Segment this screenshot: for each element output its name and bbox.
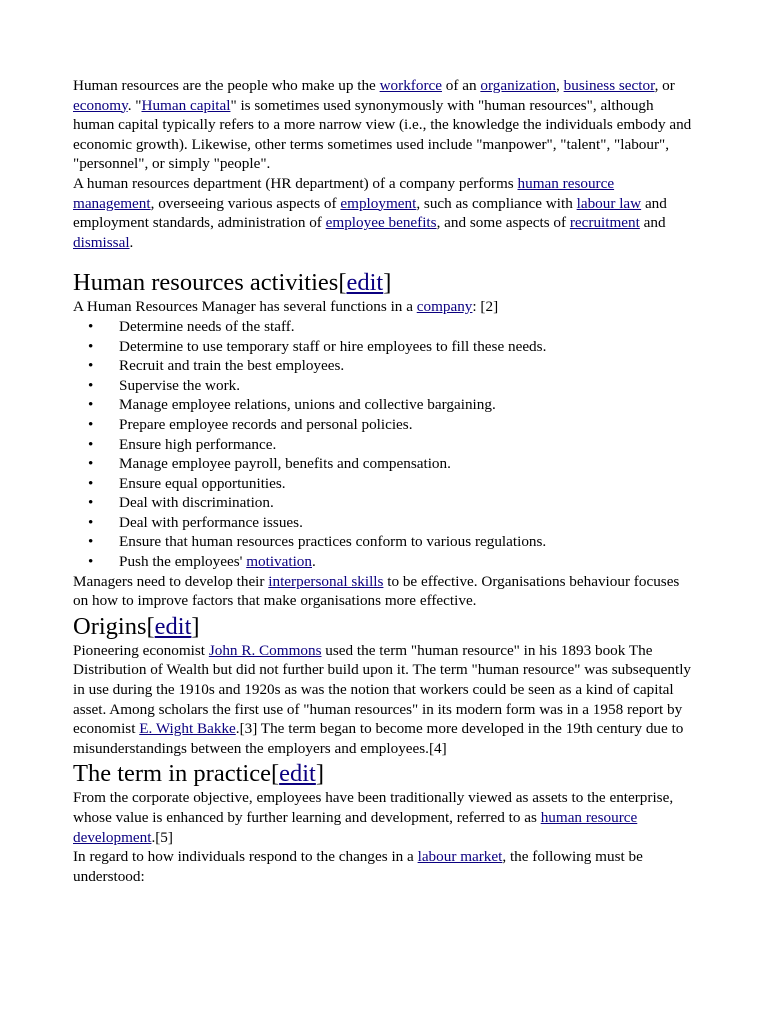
text-run: . xyxy=(129,233,134,251)
text-run: used the term "human resource" in his 1893 book The Distribution of Wealth but did not further build upon it. The term "human resource" was subsequently in use during the 1910s and 1920s as was the notion that workers could be seen as a kind of capital asset. Among scholars the first use of "human resources" in its modern form was in a 1958 report by economist xyxy=(73,641,692,738)
section-heading-practice: The term in practice[edit] xyxy=(73,760,325,788)
text-run: A Human Resources Manager has several functions in a xyxy=(73,298,417,316)
text-run: . xyxy=(312,553,316,571)
inline-link[interactable]: E. Wight Bakke xyxy=(139,720,236,738)
text-run: , xyxy=(556,77,564,94)
text-run: to be effective. Organisations behaviour focuses on how to improve factors that make organisations more effective. xyxy=(73,572,680,610)
heading-text: The term in practice xyxy=(73,760,271,788)
practice-paragraph-1 xyxy=(73,788,693,847)
inline-link[interactable]: dismissal xyxy=(73,233,130,251)
text-run: , such as compliance with xyxy=(416,194,577,212)
bullet-icon: • xyxy=(88,435,94,453)
edit-link[interactable]: edit xyxy=(279,760,316,788)
list-item xyxy=(73,513,693,533)
list-item xyxy=(73,415,693,435)
bullet-icon: • xyxy=(88,533,94,551)
list-item xyxy=(73,356,693,376)
list-item-text: Determine to use temporary staff or hire employees to fill these needs. xyxy=(119,337,547,355)
list-item-text: Manage employee relations, unions and collective bargaining. xyxy=(119,396,496,414)
list-item-text: Determine needs of the staff. xyxy=(119,317,295,335)
bullet-icon: • xyxy=(88,415,94,433)
functions-list xyxy=(73,317,693,572)
text-run: Push the employees' xyxy=(119,553,247,571)
text-run: .[5] xyxy=(151,828,173,846)
activities-lead xyxy=(73,297,693,317)
heading-text: Human resources activities xyxy=(73,269,339,297)
list-item xyxy=(73,317,693,337)
list-item xyxy=(73,474,693,494)
list-item xyxy=(73,435,693,455)
list-item xyxy=(73,454,693,474)
text-run: , overseeing various aspects of xyxy=(150,194,341,212)
intro-paragraph-2 xyxy=(73,174,693,252)
list-item-text: Ensure equal opportunities. xyxy=(119,474,286,492)
list-item-text: Recruit and train the best employees. xyxy=(119,357,345,375)
bullet-icon: • xyxy=(88,357,94,375)
text-run: Pioneering economist xyxy=(73,641,209,659)
list-item-text: Prepare employee records and personal policies. xyxy=(119,415,413,433)
intro-paragraph-1 xyxy=(73,76,693,174)
edit-link[interactable]: edit xyxy=(154,612,192,640)
list-item xyxy=(73,337,693,357)
bullet-icon: • xyxy=(88,317,94,335)
bullet-icon: • xyxy=(88,396,94,414)
section-heading-activities: Human resources activities[edit] xyxy=(73,269,392,297)
text-run: Human resources are the people who make up the xyxy=(73,77,380,94)
inline-link[interactable]: company xyxy=(416,298,473,316)
list-item-text: Deal with performance issues. xyxy=(119,513,303,531)
heading-text: Origins xyxy=(73,612,147,640)
text-run: .[3] The term began to become more developed in the 19th century due to misunderstandings between the employers and employees.[4] xyxy=(73,720,684,757)
practice-paragraph-2 xyxy=(73,847,693,886)
inline-link[interactable]: organization xyxy=(480,77,557,94)
inline-link[interactable]: employee benefits xyxy=(325,214,437,232)
inline-link[interactable]: motivation xyxy=(246,553,312,571)
inline-link[interactable]: economy xyxy=(73,96,128,114)
inline-link[interactable]: labour law xyxy=(576,194,642,212)
list-item-text: Supervise the work. xyxy=(119,376,241,394)
list-item-text: Manage employee payroll, benefits and compensation. xyxy=(119,455,451,473)
text-run: : [2] xyxy=(472,298,499,316)
text-run: From the corporate objective, employees have been traditionally viewed as assets to the enterprise, whose value is enhanced by further learning and development, referred to as xyxy=(73,789,674,826)
inline-link[interactable]: workforce xyxy=(379,77,442,94)
list-item xyxy=(73,532,693,552)
list-item-text: Ensure that human resources practices conform to various regulations. xyxy=(119,533,547,551)
list-item xyxy=(73,552,693,572)
inline-link[interactable]: John R. Commons xyxy=(208,641,322,659)
list-item-text: Deal with discrimination. xyxy=(119,494,274,512)
inline-link[interactable]: labour market xyxy=(417,848,503,866)
document-page xyxy=(73,76,693,886)
text-run: , the following must be understood: xyxy=(73,848,643,885)
text-run: Managers need to develop their xyxy=(73,572,269,590)
list-item-text: Ensure high performance. xyxy=(119,435,277,453)
text-run: , or xyxy=(654,77,675,94)
inline-link[interactable]: Human capital xyxy=(141,96,231,114)
bullet-icon: • xyxy=(88,474,94,492)
text-run: In regard to how individuals respond to the changes in a xyxy=(73,848,418,866)
text-run: " is sometimes used synonymously with "human resources", although human capital typically refers to a more narrow view (i.e., the knowledge the individuals embody and economic growth). Likewise, other terms sometimes used include "manpower", "talent", "labour", "personnel", or simply "people". xyxy=(73,96,692,173)
inline-link[interactable]: human resource development xyxy=(73,809,638,846)
bullet-icon: • xyxy=(88,455,94,473)
activities-closing xyxy=(73,572,693,611)
edit-link[interactable]: edit xyxy=(346,269,384,297)
inline-link[interactable]: interpersonal skills xyxy=(268,572,384,590)
bullet-icon: • xyxy=(88,553,94,571)
text-run: and xyxy=(639,214,666,232)
inline-link[interactable]: recruitment xyxy=(569,214,640,232)
inline-link[interactable]: employment xyxy=(340,194,417,212)
text-run: . " xyxy=(127,96,142,114)
section-heading-origins: Origins[edit] xyxy=(73,612,200,640)
text-run: A human resources department (HR department) of a company performs xyxy=(73,174,518,192)
bullet-icon: • xyxy=(88,337,94,355)
bullet-icon: • xyxy=(88,494,94,512)
list-item xyxy=(73,493,693,513)
list-item xyxy=(73,395,693,415)
list-item xyxy=(73,376,693,396)
text-run: , and some aspects of xyxy=(436,214,570,232)
inline-link[interactable]: business sector xyxy=(563,77,655,94)
inline-link[interactable]: human resource management xyxy=(73,174,615,212)
origins-paragraph xyxy=(73,641,693,759)
text-run: and employment standards, administration of xyxy=(73,194,667,232)
bullet-icon: • xyxy=(88,376,94,394)
list-item-text xyxy=(119,553,316,570)
bullet-icon: • xyxy=(88,513,94,531)
text-run: of an xyxy=(442,77,481,94)
